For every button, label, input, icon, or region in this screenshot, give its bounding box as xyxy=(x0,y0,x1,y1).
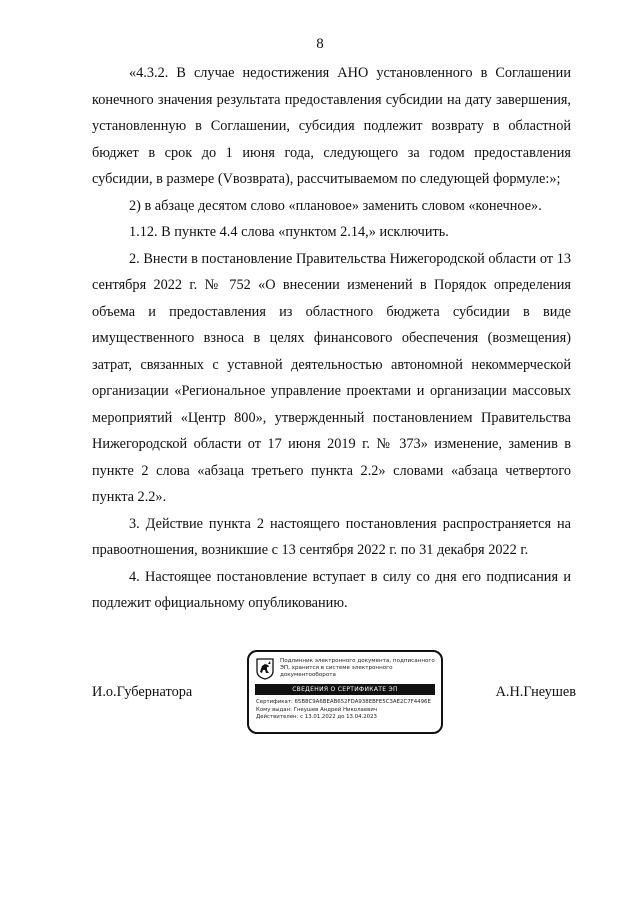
stamp-details xyxy=(256,699,438,722)
stamp-validity-line: Действителен: с 13.01.2022 до 13.04.2023 xyxy=(256,714,377,721)
paragraph-4: 4. Настоящее постановление вступает в силу со дня его подписания и подлежит официальному опубликованию. xyxy=(92,568,571,611)
nizhny-novgorod-coat-of-arms-icon xyxy=(256,658,274,680)
paragraph-2: 2. Внести в постановление Правительства Нижегородской области от 13 сентября 2022 г. № 752 «О внесении изменений в Порядок определения объема и предоставления из областного бюджета субсидии в виде имущественного взноса в целях финансового обеспечения (возмещения) затрат, связанных с уставной деятельностью автономной некоммерческой организации «Региональное управление проектами и организации массовых мероприятий «Центр 800», утвержденный постановлением Правительства Нижегородской области от 17 июня 2019 г. № 373» изменение, заменив в пункте 2 слова «абзаца третьего пункта 2.2» словами «абзаца четвертого пункта 2.2». xyxy=(92,250,571,505)
paragraph-1-12: 1.12. В пункте 4.4 слова «пунктом 2.14,» исключить. xyxy=(129,224,449,240)
paragraph-3: 3. Действие пункта 2 настоящего постановления распространяется на правоотношения, возникшие с 13 сентября 2022 г. по 31 декабря 2022 г. xyxy=(92,515,571,558)
page-number: 8 xyxy=(316,36,324,52)
signatory-name: А.Н.Гнеушев xyxy=(495,684,576,700)
stamp-header: СВЕДЕНИЯ О СЕРТИФИКАТЕ ЭП xyxy=(255,684,435,695)
signatory-position: И.о.Губернатора xyxy=(92,684,193,700)
paragraph-abzac-desyatyj: 2) в абзаце десятом слово «плановое» заменить словом «конечное». xyxy=(129,197,542,214)
stamp-owner-line: Кому выдан: Гнеушев Андрей Николаевич xyxy=(256,706,378,713)
electronic-signature-stamp xyxy=(247,650,443,734)
paragraph-4-3-2: «4.3.2. В случае недостижения АНО установленного в Соглашении конечного значения результата предоставления субсидии на дату завершения, установленную в Соглашении, субсидия подлежит возврату в областной бюджет в срок до 1 июня года, следующего за годом предоставления субсидии, в размере (Vвозврата), рассчитываемом по следующей формуле:»; xyxy=(92,65,571,187)
document-body xyxy=(92,60,571,617)
stamp-notice-text: Подлинник электронного документа, подписанного ЭП, хранится в системе электронного документооборота xyxy=(280,658,435,678)
stamp-certificate-line: Сертификат: 65B8C9A6BEAB652FDA938EBFE5C3AE2C7F4496E xyxy=(256,699,431,705)
